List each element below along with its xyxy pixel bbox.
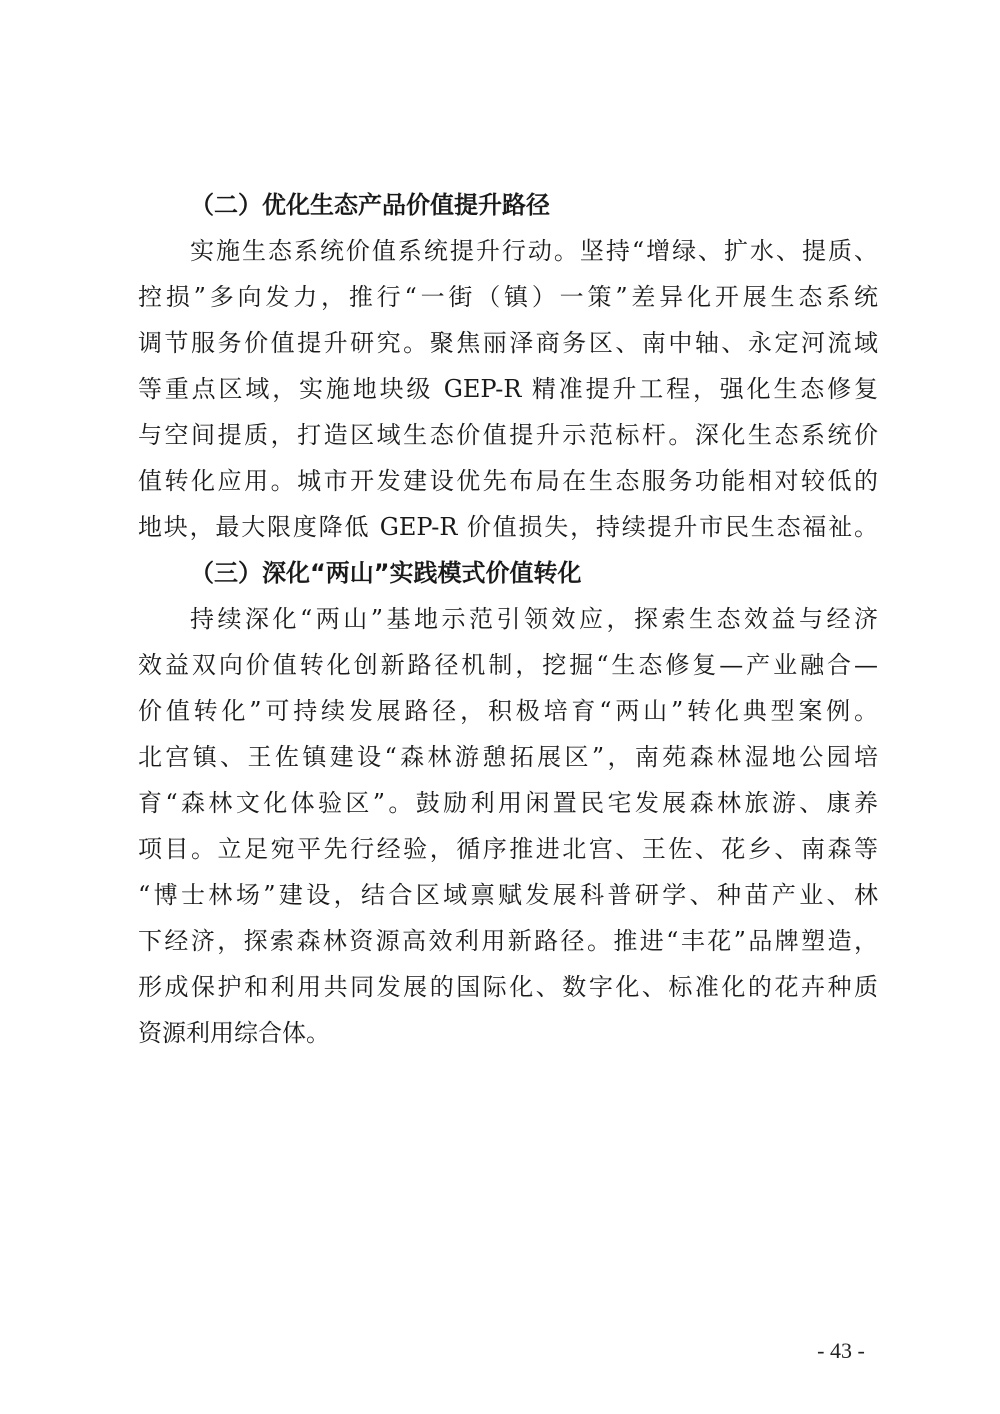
paragraph-line: 资源利用综合体。 xyxy=(138,1019,330,1047)
paragraph-line: 与空间提质，打造区域生态价值提升示范标杆。深化生态系统价 xyxy=(138,421,878,449)
paragraph-line: 控损”多向发力，推行“一街（镇）一策”差异化开展生态系统 xyxy=(138,283,878,311)
document-body xyxy=(138,182,878,1056)
paragraph-line: 项目。立足宛平先行经验，循序推进北宫、王佐、花乡、南森等 xyxy=(138,835,878,863)
section-heading-2: （二）优化生态产品价值提升路径 xyxy=(190,191,550,219)
paragraph-line: 持续深化“两山”基地示范引领效应，探索生态效益与经济 xyxy=(190,605,878,633)
section-heading-3: （三）深化“两山”实践模式价值转化 xyxy=(190,559,582,587)
paragraph-line: 效益双向价值转化创新路径机制，挖掘“生态修复—产业融合— xyxy=(138,651,878,679)
paragraph-line: 地块，最大限度降低 GEP-R 价值损失，持续提升市民生态福祉。 xyxy=(138,513,878,541)
paragraph-line: 形成保护和利用共同发展的国际化、数字化、标准化的花卉种质 xyxy=(138,973,878,1001)
paragraph-line: 育“森林文化体验区”。鼓励利用闲置民宅发展森林旅游、康养 xyxy=(138,789,878,817)
paragraph-line: 北宫镇、王佐镇建设“森林游憩拓展区”，南苑森林湿地公园培 xyxy=(138,743,878,771)
paragraph-line: 下经济，探索森林资源高效利用新路径。推进“丰花”品牌塑造， xyxy=(138,927,878,955)
page-number: - 43 - xyxy=(817,1338,865,1363)
paragraph-line: 价值转化”可持续发展路径，积极培育“两山”转化典型案例。 xyxy=(138,697,878,725)
paragraph-line: 值转化应用。城市开发建设优先布局在生态服务功能相对较低的 xyxy=(138,467,878,495)
paragraph-line: “博士林场”建设，结合区域禀赋发展科普研学、种苗产业、林 xyxy=(138,881,878,909)
paragraph-line: 调节服务价值提升研究。聚焦丽泽商务区、南中轴、永定河流域 xyxy=(138,329,878,357)
paragraph-line: 等重点区域，实施地块级 GEP-R 精准提升工程，强化生态修复 xyxy=(138,375,878,403)
paragraph-line: 实施生态系统价值系统提升行动。坚持“增绿、扩水、提质、 xyxy=(190,237,878,265)
